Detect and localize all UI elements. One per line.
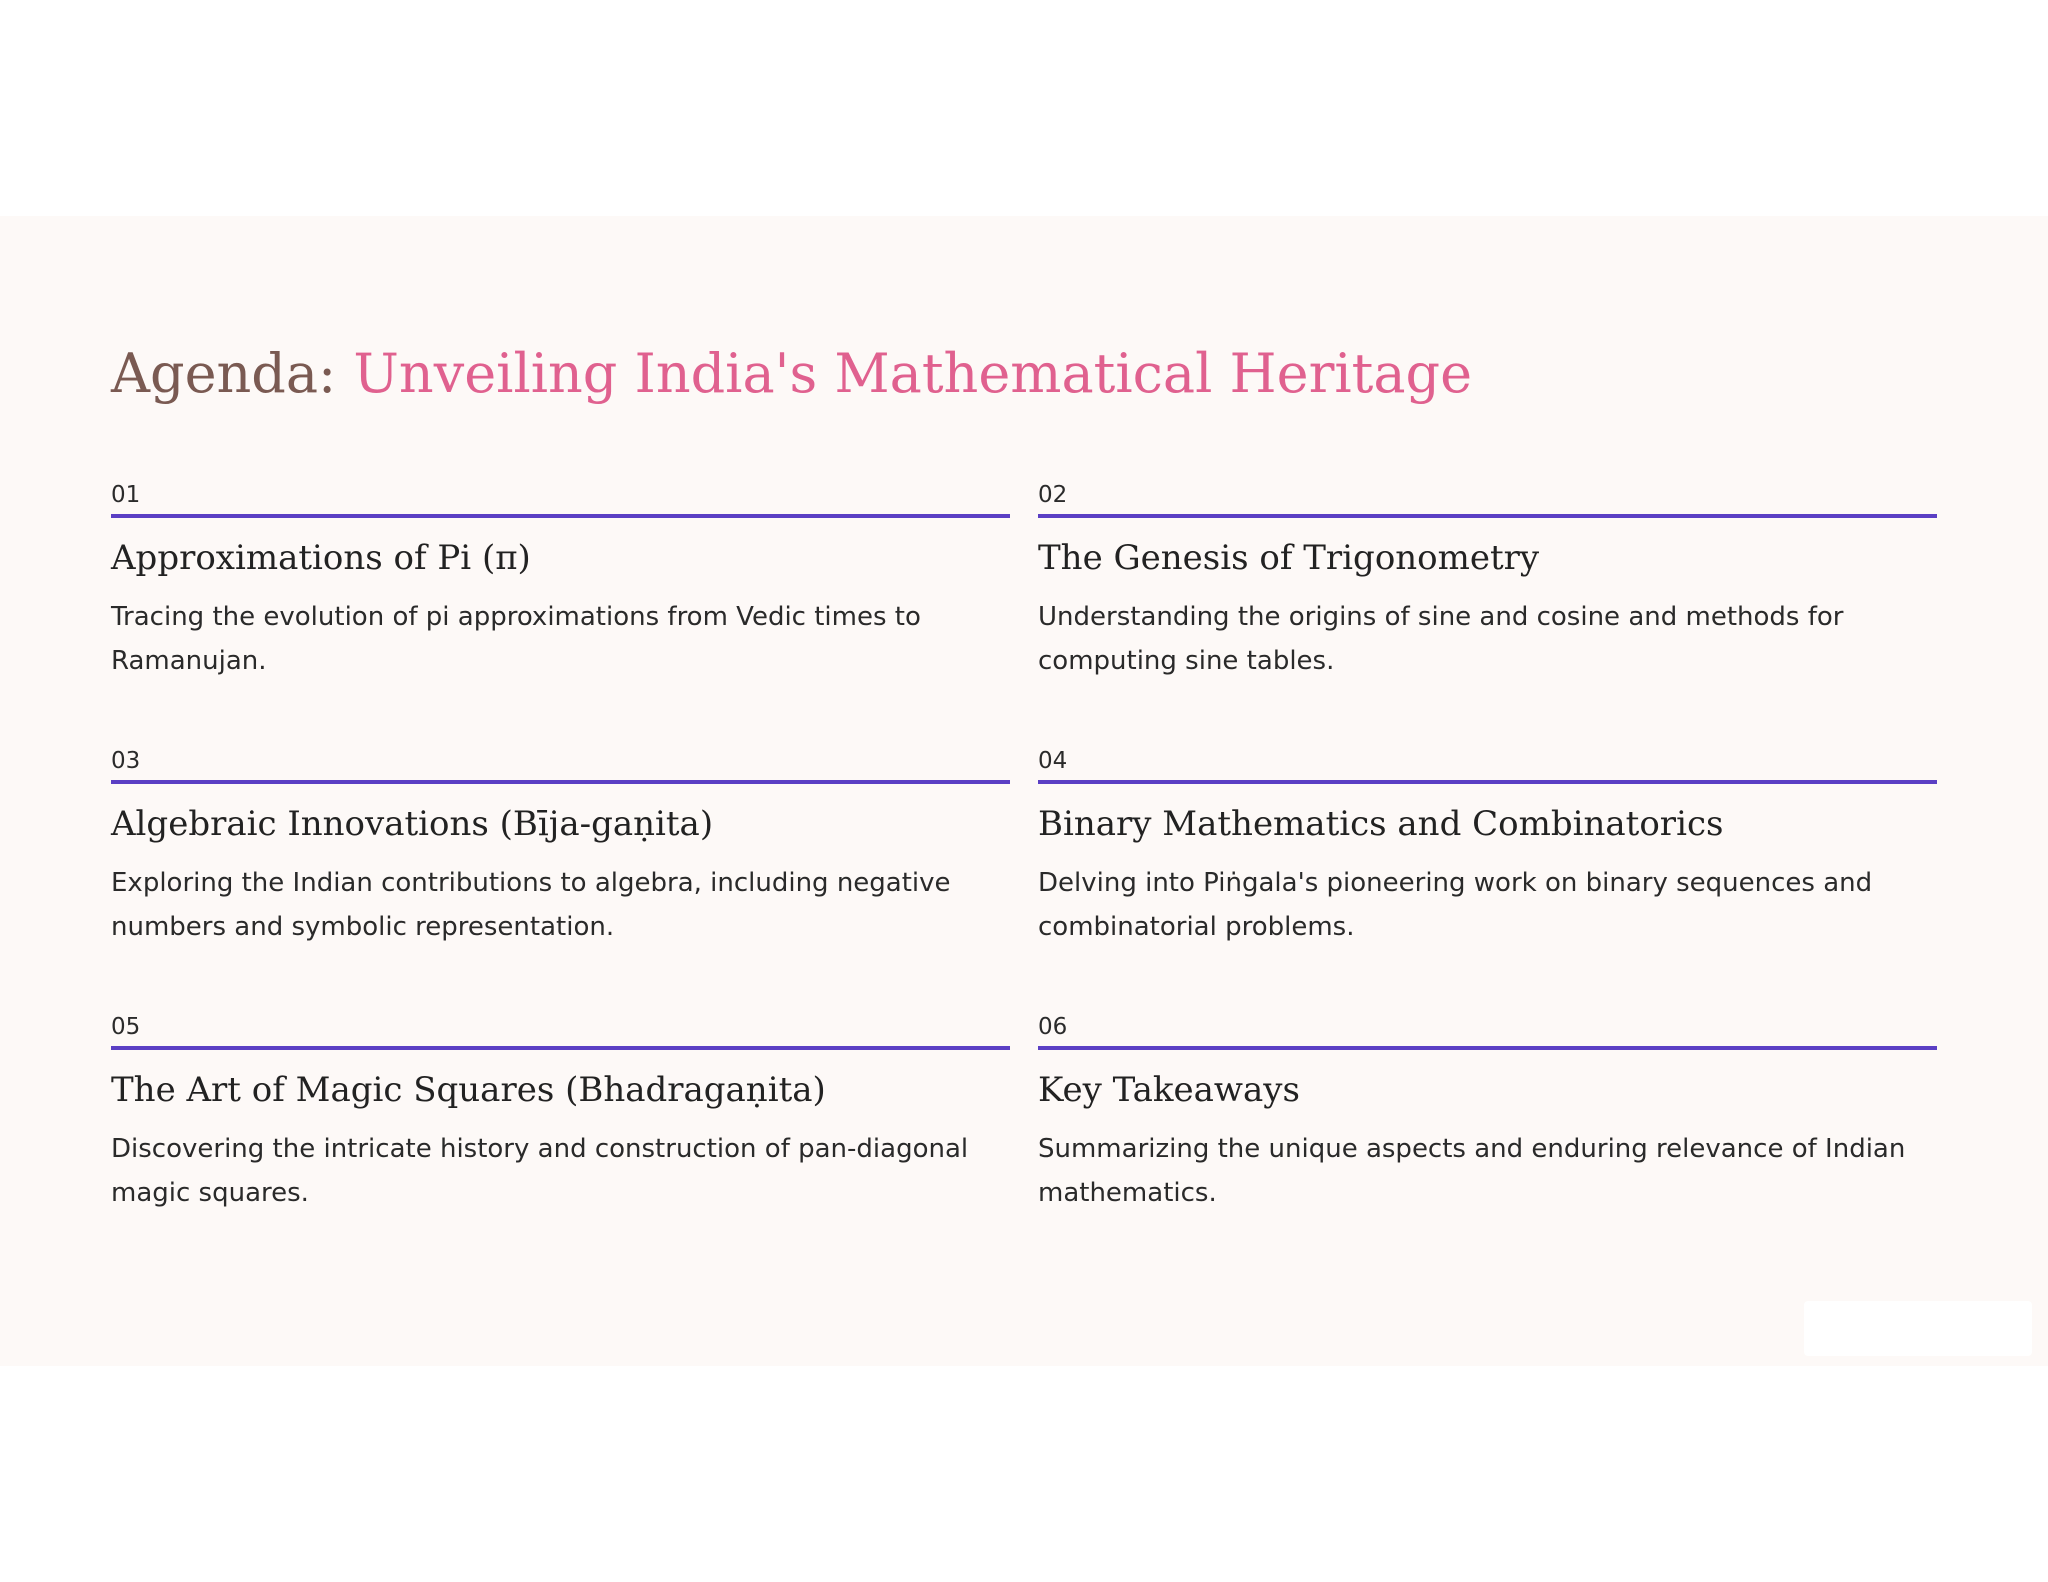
agenda-item-heading: The Genesis of Trigonometry (1038, 538, 1540, 578)
slide (0, 216, 2048, 1366)
agenda-item-divider (111, 514, 1010, 518)
agenda-item-number: 01 (111, 482, 141, 508)
agenda-item-description: Delving into Piṅgala's pioneering work on binary sequences and combinatorial problems. (1038, 867, 1873, 942)
agenda-item-divider (1038, 1046, 1937, 1050)
agenda-item-description: Discovering the intricate history and construction of pan-diagonal magic squares. (111, 1133, 969, 1208)
title-accent: Unveiling India's Mathematical Heritage (353, 342, 1473, 405)
agenda-item-divider (111, 780, 1010, 784)
agenda-item-description: Summarizing the unique aspects and enduring relevance of Indian mathematics. (1038, 1133, 1906, 1208)
agenda-item-divider (111, 1046, 1010, 1050)
agenda-item-number: 02 (1038, 482, 1068, 508)
agenda-item-heading: Key Takeaways (1038, 1070, 1300, 1110)
title-prefix: Agenda: (111, 342, 354, 405)
agenda-item-description: Exploring the Indian contributions to algebra, including negative numbers and symbolic representation. (111, 867, 951, 942)
agenda-item-06 (1038, 1012, 1937, 1215)
agenda-item-description: Understanding the origins of sine and cosine and methods for computing sine tables. (1038, 601, 1844, 676)
agenda-item-05 (111, 1012, 1010, 1215)
corner-overlay (1804, 1301, 2032, 1356)
agenda-item-description: Tracing the evolution of pi approximations from Vedic times to Ramanujan. (111, 601, 921, 676)
agenda-item-number: 05 (111, 1014, 141, 1040)
agenda-item-heading: Binary Mathematics and Combinatorics (1038, 804, 1724, 844)
agenda-item-number: 03 (111, 748, 141, 774)
agenda-item-heading: Approximations of Pi (π) (111, 538, 531, 578)
agenda-item-heading: Algebraic Innovations (Bīja-gaṇita) (111, 804, 714, 844)
agenda-item-02 (1038, 480, 1937, 683)
agenda-item-divider (1038, 514, 1937, 518)
agenda-item-number: 06 (1038, 1014, 1068, 1040)
agenda-item-heading: The Art of Magic Squares (Bhadragaṇita) (111, 1070, 826, 1110)
agenda-item-04 (1038, 746, 1937, 949)
agenda-item-03 (111, 746, 1010, 949)
agenda-item-number: 04 (1038, 748, 1068, 774)
agenda-item-divider (1038, 780, 1937, 784)
page-title (111, 342, 1472, 407)
agenda-item-01 (111, 480, 1010, 683)
